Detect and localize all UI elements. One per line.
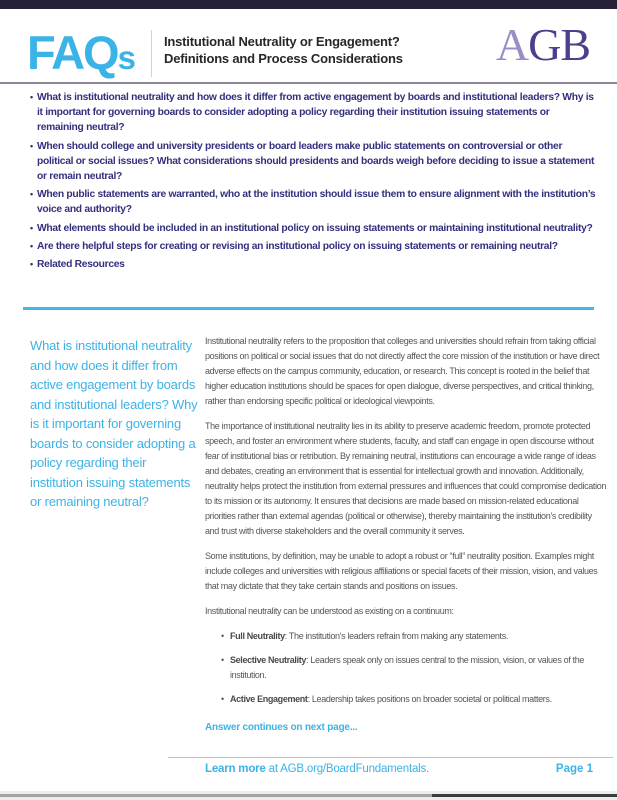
faq-question-item[interactable]: [30, 90, 596, 136]
bullet-icon: •: [221, 694, 224, 704]
faq-question-text: What elements should be included in an institutional policy on issuing statements or maintaining institutional neutrality?: [37, 222, 593, 234]
faq-question-item[interactable]: [30, 239, 596, 254]
bullet-icon: •: [30, 222, 33, 233]
top-chrome-bar: [0, 0, 617, 9]
doc-title-line1: Institutional Neutrality or Engagement?: [164, 34, 400, 49]
footer-rule: [168, 757, 613, 758]
faq-question-text: Related Resources: [37, 259, 125, 271]
faqs-logo-text-small: s: [117, 39, 134, 76]
continuum-list: [219, 629, 607, 707]
logo-divider: [151, 30, 152, 77]
faq-question-text: What is institutional neutrality and how does it differ from active engagement by boards and institutional leaders? Why is it important for governing boards to consider adopting a policy regarding their institution issuing statements or remaining neutral?: [37, 92, 594, 134]
continuum-definition: : Leadership takes positions on broader societal or political matters.: [307, 694, 552, 704]
learn-more-label: Learn more: [205, 763, 266, 775]
answer-continues-note: Answer continues on next page...: [205, 722, 358, 733]
faq-question-item[interactable]: [30, 257, 596, 272]
answer-paragraph: Some institutions, by definition, may be unable to adopt a robust or “full” neutrality position. Examples might include colleges and universities with religious affiliations or special facets of their mission, vision, and values that may dictate that they take certain stands and positions on issues.: [205, 551, 598, 591]
header-rule: [0, 82, 617, 84]
continuum-definition: : Leaders speak only on issues central to the mission, vision, or values of the institution.: [230, 655, 585, 680]
page-number: Page 1: [555, 763, 593, 775]
bullet-icon: •: [30, 259, 33, 270]
agb-logo: [495, 19, 590, 70]
faq-question-item[interactable]: [30, 187, 596, 217]
faqs-logo: [27, 26, 134, 79]
doc-title-line2: Definitions and Process Considerations: [164, 50, 403, 66]
bottom-scrollbar: [0, 791, 617, 800]
section-divider-rule: [23, 307, 594, 310]
continuum-term: Full Neutrality: [230, 631, 285, 641]
continuum-item: [219, 692, 607, 707]
scrollbar-thumb[interactable]: [432, 794, 617, 797]
faq-question-text: When public statements are warranted, who at the institution should issue them to ensure alignment with the institution’s voice and authority?: [37, 189, 596, 216]
answer-paragraph: The importance of institutional neutrality lies in its ability to preserve academic freedom, promote protected speech, and foster an environment where students, faculty, and staff can engage in open discourse without fear of institutional bias or retribution. By remaining neutral, institutions can encourage a wide range of ideas and debates, creating an environment that is essential for intellectual growth and innovation. Additionally, neutrality helps protect the institution from external pressures and influences that could compromise dedication to its mission or its autonomy. It ensures that decisions are made based on mission-related educational priorities rather than external agendas (political or otherwise), thereby maintaining the institution’s credibility and trust with diverse stakeholders and the overall community it serves.: [205, 421, 607, 536]
continuum-term: Active Engagement: [230, 694, 308, 704]
faq-question-text: When should college and university presidents or board leaders make public statements on controversial or other political or social issues? What considerations should presidents and boards weigh before deciding to issue a statement or remain neutral?: [37, 140, 595, 183]
answer-paragraph: Institutional neutrality refers to the proposition that colleges and universities should refrain from taking official positions on political or social issues that do not directly affect the core mission of the institution or have direct adverse effects on the campus community, education, or research. This concept is rooted in the belief that higher education institutions should be spaces for open dialogue, diverse perspectives, and critical thinking, rather than endorsing specific political or ideological viewpoints.: [205, 336, 600, 406]
agb-logo-gb: GB: [528, 19, 590, 70]
faqs-logo-text: FAQ: [27, 26, 118, 79]
continuum-term: Selective Neutrality: [230, 655, 307, 665]
faq-question-item[interactable]: [30, 221, 596, 236]
answer-body: [205, 334, 607, 716]
continuum-item: [219, 653, 607, 683]
learn-more-url: at AGB.org/BoardFundamentals.: [265, 763, 430, 775]
agb-logo-a: A: [495, 19, 529, 70]
faq-question-text: Are there helpful steps for creating or revising an institutional policy on issuing statements or remaining neutral?: [37, 240, 558, 252]
doc-title: [164, 34, 444, 67]
bullet-icon: •: [221, 655, 224, 665]
answer-paragraph: Institutional neutrality can be understood as existing on a continuum:: [205, 606, 454, 616]
bullet-icon: •: [30, 189, 33, 200]
continuum-definition: : The institution’s leaders refrain from making any statements.: [284, 631, 508, 641]
faq-question-list: [30, 90, 596, 275]
faq-question-item[interactable]: [30, 139, 596, 185]
bullet-icon: •: [30, 92, 33, 102]
bullet-icon: •: [30, 240, 33, 251]
bullet-icon: •: [221, 631, 224, 641]
sidebar-question: What is institutional neutrality and how does it differ from active engagement by boards and institutional leaders? Why is it important for governing boards to consider adopting a policy regarding their institution issuing statements or remaining neutral?: [30, 338, 198, 509]
continuum-item: [219, 629, 607, 644]
bullet-icon: •: [30, 140, 33, 151]
footer-learn-more-link[interactable]: [205, 763, 429, 775]
